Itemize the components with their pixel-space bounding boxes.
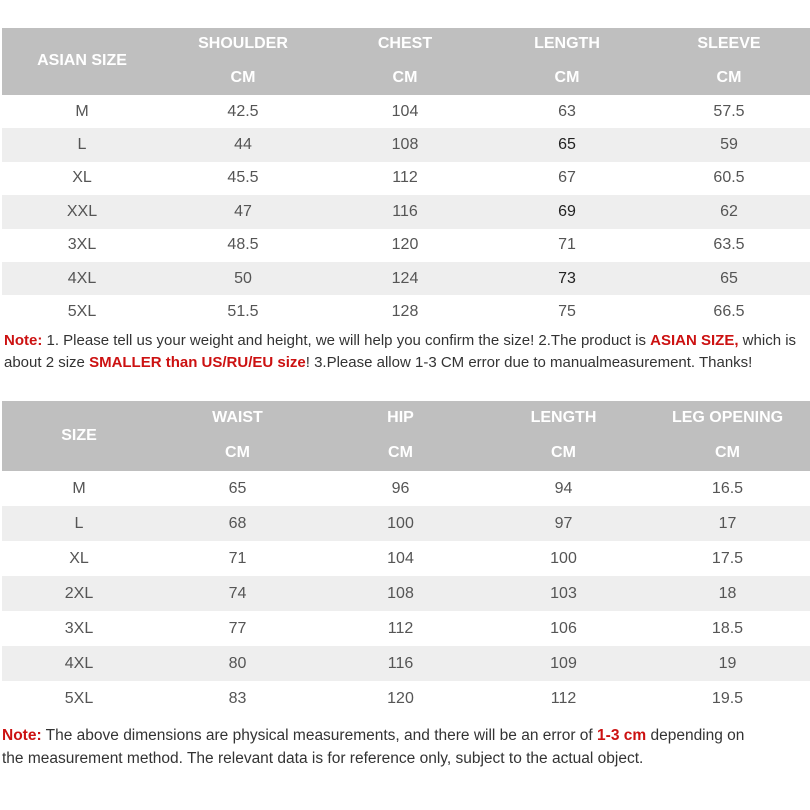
bottom-size-table — [2, 401, 810, 716]
column-label: LENGTH — [530, 409, 597, 426]
note-text: which is about 2 size — [4, 332, 797, 371]
value-cell: 65 — [720, 269, 738, 287]
value-cell: 48.5 — [227, 236, 259, 254]
value-cell: 120 — [391, 236, 419, 254]
size-cell: 3XL — [67, 236, 97, 254]
value-cell: 42.5 — [227, 102, 259, 120]
value-cell: 17.5 — [711, 549, 744, 567]
size-cell: L — [77, 136, 87, 154]
top-col-shoulder — [162, 28, 324, 95]
top-col-length — [486, 28, 648, 95]
note-text: ! 3.Please allow 1-3 CM error due to manualmeasurement. Thanks! — [305, 354, 753, 371]
size-cell: M — [75, 102, 89, 120]
value-cell: 120 — [387, 689, 414, 707]
value-cell: 50 — [234, 269, 252, 287]
table-row — [2, 162, 810, 195]
note-smaller-warning: SMALLER than US/RU/EU size — [89, 354, 306, 371]
value-cell: 45.5 — [227, 169, 259, 187]
size-cell: 5XL — [64, 689, 94, 707]
column-unit: CM — [392, 69, 418, 86]
value-cell: 19 — [718, 654, 737, 672]
column-unit: CM — [388, 444, 413, 461]
value-cell: 108 — [391, 136, 419, 154]
value-cell: 51.5 — [227, 303, 259, 321]
value-cell: 94 — [554, 479, 573, 497]
size-cell: XL — [72, 169, 92, 187]
column-unit: CM — [225, 444, 250, 461]
bottom-size-header: SIZE — [61, 427, 97, 444]
column-unit: CM — [230, 69, 256, 86]
bottom-table-header — [2, 401, 810, 471]
note-label: Note: — [4, 332, 43, 349]
table-row — [2, 295, 810, 328]
size-cell: L — [74, 514, 84, 532]
value-cell: 112 — [550, 689, 577, 707]
value-cell: 103 — [550, 584, 577, 602]
value-cell: 73 — [558, 269, 576, 287]
table-row — [2, 262, 810, 295]
size-cell: XL — [69, 549, 89, 567]
size-cell: 4XL — [67, 269, 97, 287]
table-row — [2, 541, 810, 576]
top-col-chest — [324, 28, 486, 95]
note-text: 1. Please tell us your weight and height, we will help you confirm the size! 2.The product is — [42, 332, 651, 349]
value-cell: 18 — [718, 584, 737, 602]
size-cell: XXL — [66, 202, 98, 220]
column-label: SHOULDER — [198, 35, 288, 52]
column-label: HIP — [387, 409, 414, 426]
value-cell: 66.5 — [713, 303, 745, 321]
column-unit: CM — [716, 69, 742, 86]
value-cell: 67 — [558, 169, 576, 187]
value-cell: 80 — [228, 654, 247, 672]
note-text: The above dimensions are physical measurements, and there will be an error of — [41, 727, 598, 744]
value-cell: 112 — [392, 169, 418, 187]
note-error-range: 1-3 cm — [597, 727, 647, 744]
top-col-sleeve — [648, 28, 810, 95]
value-cell: 62 — [720, 202, 738, 220]
table-row — [2, 128, 810, 161]
value-cell: 100 — [550, 549, 577, 567]
value-cell: 106 — [550, 619, 577, 637]
value-cell: 60.5 — [713, 169, 745, 187]
size-cell: 5XL — [67, 303, 97, 321]
value-cell: 16.5 — [711, 479, 744, 497]
value-cell: 68 — [228, 514, 247, 532]
column-label: LENGTH — [534, 35, 600, 52]
value-cell: 96 — [391, 479, 410, 497]
value-cell: 108 — [387, 584, 414, 602]
value-cell: 47 — [234, 202, 252, 220]
table-row — [2, 681, 810, 716]
value-cell: 74 — [228, 584, 247, 602]
note-line-2: the measurement method. The relevant data is for reference only, subject to the actual object. — [2, 750, 644, 767]
value-cell: 71 — [228, 549, 247, 567]
value-cell: 19.5 — [711, 689, 744, 707]
table-row — [2, 646, 810, 681]
bottom-col-leg-opening — [645, 401, 810, 471]
bottom-col-hip — [319, 401, 482, 471]
value-cell: 18.5 — [711, 619, 744, 637]
note-line-1 — [2, 724, 810, 747]
value-cell: 65 — [558, 136, 576, 154]
value-cell: 100 — [387, 514, 414, 532]
value-cell: 128 — [391, 303, 419, 321]
table-row — [2, 611, 810, 646]
value-cell: 77 — [228, 619, 247, 637]
size-cell: 3XL — [64, 619, 94, 637]
note-label: Note: — [2, 727, 42, 744]
value-cell: 63.5 — [713, 236, 745, 254]
value-cell: 104 — [387, 549, 414, 567]
value-cell: 112 — [387, 619, 414, 637]
bottom-col-waist — [156, 401, 319, 471]
top-size-header: ASIAN SIZE — [37, 52, 127, 69]
table-row — [2, 576, 810, 611]
table-row — [2, 471, 810, 506]
size-cell: 4XL — [64, 654, 94, 672]
value-cell: 63 — [558, 102, 576, 120]
column-unit: CM — [554, 69, 580, 86]
value-cell: 104 — [391, 102, 419, 120]
value-cell: 75 — [558, 303, 576, 321]
top-table-header — [2, 28, 810, 95]
value-cell: 124 — [391, 269, 419, 287]
value-cell: 59 — [720, 136, 738, 154]
column-unit: CM — [551, 444, 576, 461]
table-row — [2, 195, 810, 228]
value-cell: 116 — [392, 202, 418, 220]
table-row — [2, 95, 810, 128]
value-cell: 44 — [234, 136, 252, 154]
note-asian-size: ASIAN SIZE, — [650, 332, 739, 349]
top-size-note — [4, 330, 806, 384]
column-label: WAIST — [212, 409, 263, 426]
value-cell: 116 — [387, 654, 414, 672]
bottom-size-note — [2, 724, 810, 770]
column-label: LEG OPENING — [671, 409, 784, 426]
value-cell: 69 — [558, 202, 576, 220]
column-label: SLEEVE — [697, 35, 761, 52]
value-cell: 83 — [228, 689, 247, 707]
bottom-col-length — [482, 401, 645, 471]
value-cell: 109 — [550, 654, 577, 672]
size-cell: 2XL — [64, 584, 94, 602]
size-cell: M — [72, 479, 86, 497]
value-cell: 17 — [718, 514, 737, 532]
column-label: CHEST — [377, 35, 433, 52]
value-cell: 71 — [558, 236, 576, 254]
table-row — [2, 506, 810, 541]
value-cell: 97 — [554, 514, 573, 532]
value-cell: 57.5 — [713, 102, 745, 120]
note-text: depending on — [646, 727, 745, 744]
column-unit: CM — [715, 444, 740, 461]
value-cell: 65 — [228, 479, 247, 497]
table-row — [2, 229, 810, 262]
top-size-table — [2, 28, 810, 329]
